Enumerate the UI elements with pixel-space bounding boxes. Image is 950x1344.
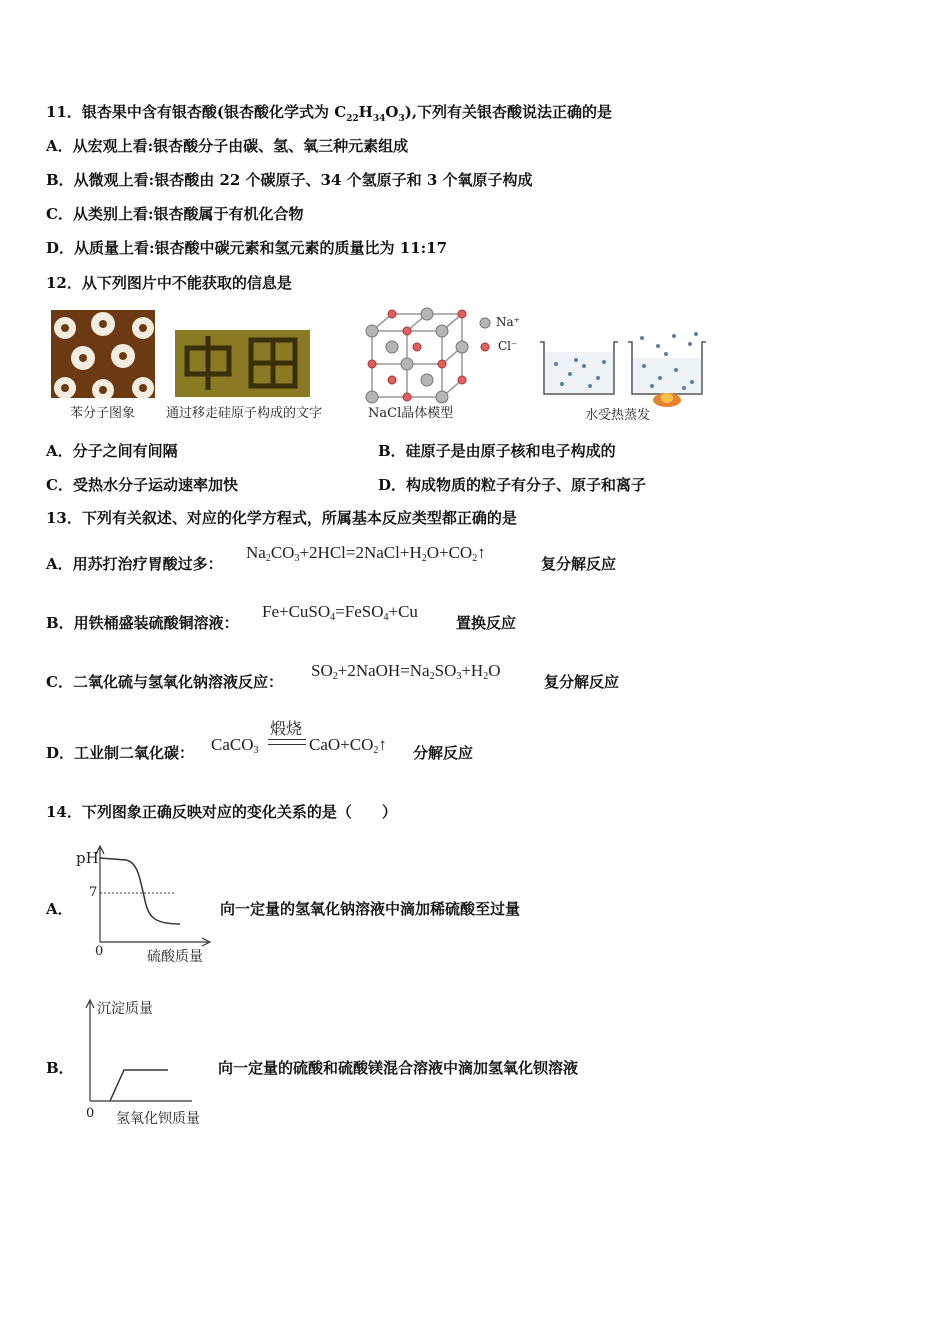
q14-option-a-text: 向一定量的氢氧化钠溶液中滴加稀硫酸至过量	[220, 900, 521, 918]
benzene-molecules-graphic	[51, 310, 155, 398]
nacl-caption: NaCl晶体模型	[368, 406, 454, 421]
q12-option-c: C．受热水分子运动速率加快	[46, 476, 238, 494]
benzene-image	[51, 310, 155, 398]
q14-a-xlabel: 硫酸质量	[147, 949, 203, 965]
q13-option-c-type: 复分解反应	[544, 673, 620, 691]
q13-option-a-text: A．用苏打治疗胃酸过多：	[46, 555, 223, 573]
q14-b-xlabel: 氢氧化钡质量	[116, 1111, 200, 1127]
q13-stem: 13．下列有关叙述、对应的化学方程式，所属基本反应类型都正确的是	[46, 509, 517, 527]
q13-equation-c: $SO_2+2NaOH=Na_2SO_3+H_2O$	[311, 661, 501, 682]
nacl-crystal-image	[362, 306, 472, 406]
q11-option-a: A．从宏观上看:银杏酸分子由碳、氢、氧三种元素组成	[46, 137, 409, 155]
q13-equation-b: Fe+CuSO$_4$=FeSO$_4$+Cu	[262, 602, 418, 623]
q14-a-tick-7: 7	[89, 885, 98, 900]
q13-equation-d-left: CaCO$_3$	[211, 735, 259, 756]
q14-stem: 14．下列图象正确反映对应的变化关系的是（ ）	[46, 803, 397, 821]
q14-option-a-label: A．	[46, 900, 73, 918]
q12-option-d: D．构成物质的粒子有分子、原子和离子	[378, 476, 647, 494]
q13-equal-sign	[268, 739, 306, 745]
q13-option-d-text: D．工业制二氧化碳：	[46, 744, 195, 762]
q11-option-c: C．从类别上看:银杏酸属于有机化合物	[46, 205, 304, 223]
q11-stem: 11．银杏果中含有银杏酸(银杏酸化学式为 $C_{22}H_{34}O_3$),下列有关银杏酸说法正确的是	[46, 103, 613, 124]
q13-option-b-type: 置换反应	[456, 614, 517, 632]
silicon-atoms-image	[175, 330, 310, 397]
q12-option-b: B．硅原子是由原子核和电子构成的	[378, 442, 616, 460]
silicon-caption: 通过移走硅原子构成的文字	[166, 406, 323, 421]
q13-option-b-text: B．用铁桶盛装硫酸铜溶液：	[46, 614, 239, 632]
q13-option-c-text: C．二氧化硫与氢氧化钠溶液反应：	[46, 673, 283, 691]
q13-option-a-type: 复分解反应	[541, 555, 617, 573]
water-caption: 水受热蒸发	[585, 408, 651, 423]
nacl-legend	[478, 316, 492, 356]
q14-option-b-label: B．	[46, 1059, 74, 1077]
q11-option-d: D．从质量上看:银杏酸中碳元素和氢元素的质量比为 11:17	[46, 239, 448, 257]
q14-b-origin: 0	[86, 1106, 95, 1121]
q12-stem: 12．从下列图片中不能获取的信息是	[46, 274, 292, 292]
q13-option-d-type: 分解反应	[413, 744, 474, 762]
q14-a-ylabel: pH	[76, 849, 99, 867]
q13-condition: 煅烧	[270, 719, 303, 738]
q14-option-b-text: 向一定量的硫酸和硫酸镁混合溶液中滴加氢氧化钡溶液	[218, 1059, 579, 1077]
q12-option-a: A．分子之间有间隔	[46, 442, 178, 460]
silicon-characters-graphic	[175, 330, 310, 397]
q13-equation-d-right: $CaO+CO_2↑$	[309, 735, 387, 756]
legend-na-label: Na⁺	[496, 315, 520, 329]
q13-equation-a: $Na_2CO_3+2HCl=2NaCl+H_2O+CO_2↑$	[246, 543, 486, 564]
q14-a-origin: 0	[95, 944, 104, 959]
q14-b-ylabel: 沉淀质量	[97, 1001, 153, 1017]
water-evaporation-image	[536, 330, 712, 410]
benzene-caption: 苯分子图象	[70, 406, 136, 421]
legend-cl-label: Cl⁻	[498, 339, 518, 353]
q11-option-b: B．从微观上看:银杏酸由 22 个碳原子、34 个氢原子和 3 个氧原子构成	[46, 171, 533, 189]
